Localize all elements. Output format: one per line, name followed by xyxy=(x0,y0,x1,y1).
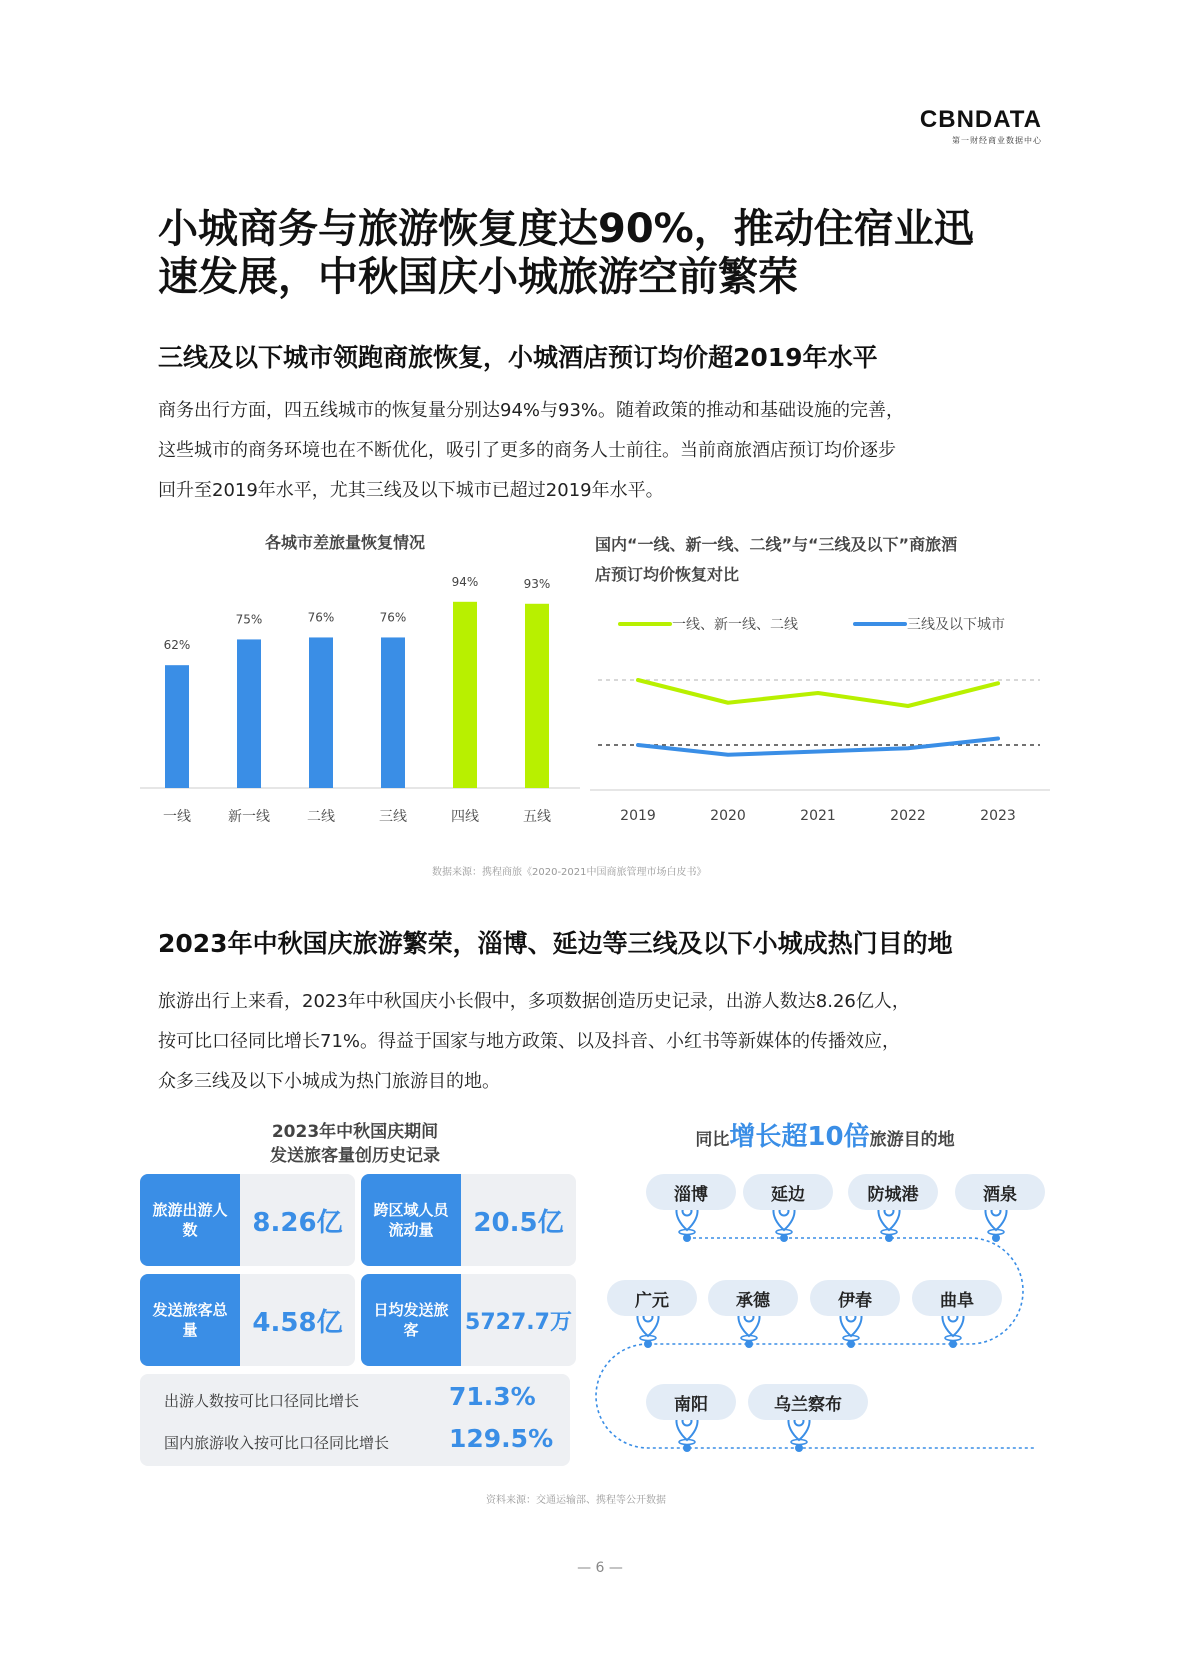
stat-card-passengers xyxy=(140,1274,355,1366)
destination-pill: 淄博 xyxy=(646,1174,736,1210)
growth-value: 129.5% xyxy=(449,1424,554,1453)
bar-二线 xyxy=(309,637,333,788)
bar-category-label: 一线 xyxy=(163,809,191,825)
bar-chart xyxy=(140,575,580,830)
bar-一线 xyxy=(165,665,189,788)
source-note-1: 数据来源：携程商旅《2020-2021中国商旅管理市场白皮书》 xyxy=(432,867,707,878)
stats-title-line2: 发送旅客量创历史记录 xyxy=(270,1146,440,1166)
bar-value-label: 76% xyxy=(379,610,407,625)
destination-pill: 酒泉 xyxy=(955,1174,1045,1210)
route-dot xyxy=(992,1234,1000,1242)
bar-四线 xyxy=(453,602,477,788)
bar-value-label: 75% xyxy=(235,612,263,627)
stat-label: 旅游出游人数 xyxy=(140,1174,240,1266)
page-title-line1: 小城商务与旅游恢复度达90%，推动住宿业迅 xyxy=(158,206,974,252)
destinations-title-suffix: 旅游目的地 xyxy=(869,1130,955,1150)
bar-category-label: 新一线 xyxy=(228,809,270,825)
section1-title: 三线及以下城市领跑商旅恢复，小城酒店预订均价超2019年水平 xyxy=(158,343,878,372)
growth-value: 71.3% xyxy=(449,1382,536,1411)
route-dot xyxy=(949,1340,957,1348)
section1-paragraph xyxy=(158,391,1048,511)
stat-label: 发送旅客总量 xyxy=(140,1274,240,1366)
section1-para-line2: 这些城市的商务环境也在不断优化，吸引了更多的商务人士前往。当前商旅酒店预订均价逐步 xyxy=(158,440,896,461)
route-dot xyxy=(683,1444,691,1452)
bar-value-label: 62% xyxy=(163,638,191,653)
growth-panel xyxy=(140,1374,570,1466)
line-series xyxy=(638,680,998,706)
section2-title: 2023年中秋国庆旅游繁荣，淄博、延边等三线及以下小城成热门目的地 xyxy=(158,929,953,958)
stat-card-daily-passengers xyxy=(361,1274,576,1366)
page-number: — 6 — xyxy=(577,1560,623,1576)
stat-value: 4.58亿 xyxy=(252,1307,343,1338)
growth-row xyxy=(164,1380,564,1420)
destination-pill: 防城港 xyxy=(848,1174,938,1210)
section2-para-line2: 按可比口径同比增长71%。得益于国家与地方政策、以及抖音、小红书等新媒体的传播效应， xyxy=(158,1031,901,1052)
bar-三线 xyxy=(381,637,405,788)
destinations-title-emphasis: 增长超10倍 xyxy=(729,1122,870,1152)
section2-paragraph xyxy=(158,982,1048,1102)
line-chart xyxy=(590,600,1050,830)
logo-subtitle: 第一财经商业数据中心 xyxy=(952,136,1042,145)
stat-card-tourists xyxy=(140,1174,355,1266)
route-dot xyxy=(885,1234,893,1242)
route-dot xyxy=(780,1234,788,1242)
section1-para-line3: 回升至2019年水平，尤其三线及以下城市已超过2019年水平。 xyxy=(158,480,664,501)
bar-chart-title: 各城市差旅量恢复情况 xyxy=(265,533,426,552)
line-x-tick: 2019 xyxy=(620,808,656,824)
stat-value: 20.5亿 xyxy=(473,1207,564,1238)
destination-pill: 广元 xyxy=(607,1280,697,1316)
bar-category-label: 二线 xyxy=(307,809,335,825)
bar-category-label: 三线 xyxy=(379,809,407,825)
page-title xyxy=(158,205,1058,301)
stat-label: 跨区域人员流动量 xyxy=(361,1174,461,1266)
bar-value-label: 93% xyxy=(523,576,551,591)
line-x-tick: 2020 xyxy=(710,808,746,824)
line-x-tick: 2022 xyxy=(890,808,926,824)
route-dot xyxy=(683,1234,691,1242)
destination-pill: 延边 xyxy=(743,1174,833,1210)
page-number-value: 6 xyxy=(595,1560,605,1576)
growth-label: 出游人数按可比口径同比增长 xyxy=(164,1392,360,1410)
line-chart-title-line2: 店预订均价恢复对比 xyxy=(595,565,740,584)
destination-pill: 曲阜 xyxy=(912,1280,1002,1316)
destination-pill: 南阳 xyxy=(646,1384,736,1420)
destinations-title xyxy=(600,1116,1050,1153)
destinations-title-prefix: 同比 xyxy=(695,1130,730,1150)
line-chart-title xyxy=(595,530,957,590)
page-title-line2: 速发展，中秋国庆小城旅游空前繁荣 xyxy=(158,254,798,300)
destination-pill: 承德 xyxy=(708,1280,798,1316)
route-dot xyxy=(745,1340,753,1348)
line-chart-title-line1: 国内“一线、新一线、二线”与“三线及以下”商旅酒 xyxy=(595,535,958,554)
stats-title xyxy=(140,1120,570,1168)
section1-para-line1: 商务出行方面，四五线城市的恢复量分别达94%与93%。随着政策的推动和基础设施的完善， xyxy=(158,400,905,421)
legend-label: 三线及以下城市 xyxy=(907,617,1005,633)
bar-category-label: 四线 xyxy=(451,809,479,825)
section2-para-line3: 众多三线及以下小城成为热门旅游目的地。 xyxy=(158,1071,500,1092)
logo-text: CBNDATA xyxy=(919,106,1042,133)
destination-pill: 乌兰察布 xyxy=(748,1384,868,1420)
stats-title-line1: 2023年中秋国庆期间 xyxy=(271,1122,439,1142)
cbndata-logo xyxy=(920,106,1042,146)
bar-新一线 xyxy=(237,639,261,788)
stat-value: 8.26亿 xyxy=(252,1207,343,1238)
destination-pill: 伊春 xyxy=(810,1280,900,1316)
bar-value-label: 94% xyxy=(451,575,479,589)
legend-label: 一线、新一线、二线 xyxy=(672,617,798,633)
line-series xyxy=(638,739,998,755)
growth-label: 国内旅游收入按可比口径同比增长 xyxy=(164,1434,390,1452)
line-x-tick: 2023 xyxy=(980,808,1016,824)
source-note-2: 资料来源：交通运输部、携程等公开数据 xyxy=(486,1495,666,1506)
stat-label: 日均发送旅客 xyxy=(361,1274,461,1366)
section2-para-line1: 旅游出行上来看，2023年中秋国庆小长假中，多项数据创造历史记录，出游人数达8.26亿人， xyxy=(158,991,910,1012)
stat-value: 5727.7万 xyxy=(465,1309,572,1335)
growth-row xyxy=(164,1422,564,1462)
line-x-tick: 2021 xyxy=(800,808,836,824)
route-dot xyxy=(847,1340,855,1348)
bar-value-label: 76% xyxy=(307,610,335,625)
stat-card-cross-region xyxy=(361,1174,576,1266)
route-dot xyxy=(795,1444,803,1452)
bar-五线 xyxy=(525,604,549,788)
route-dot xyxy=(644,1340,652,1348)
bar-category-label: 五线 xyxy=(523,809,551,825)
